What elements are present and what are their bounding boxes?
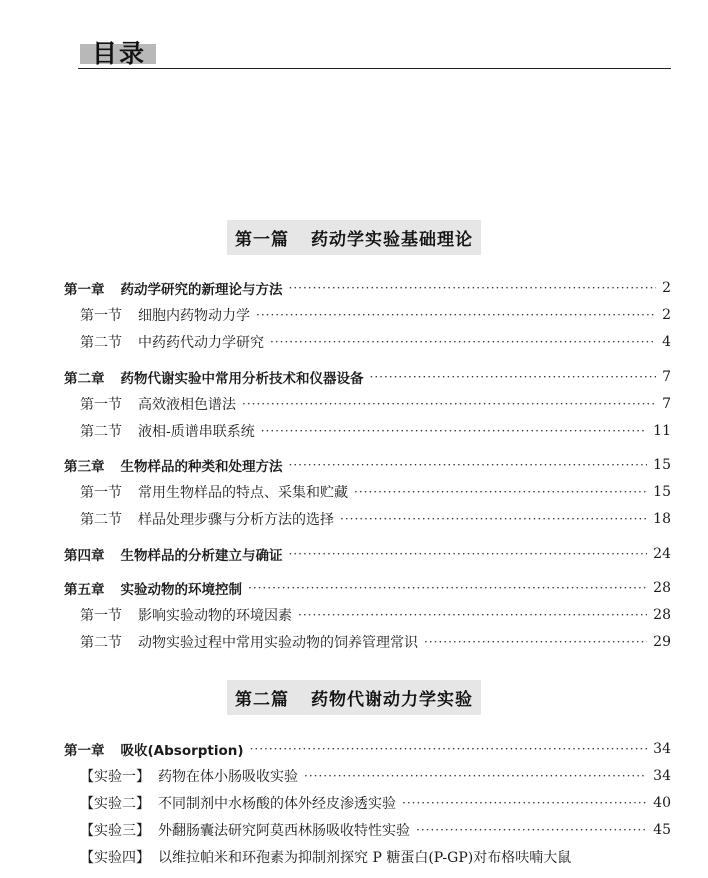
header-rule bbox=[78, 68, 671, 69]
leader-dots bbox=[248, 581, 647, 595]
entry-number: 第五章 bbox=[64, 582, 105, 598]
entry-number: 第一章 bbox=[64, 743, 105, 759]
entry-title: 不同制剂中水杨酸的体外经皮渗透实验 bbox=[158, 796, 396, 812]
page-number: 15 bbox=[653, 457, 671, 473]
entry-number: 第四章 bbox=[64, 548, 105, 564]
part-label: 第一篇 bbox=[235, 230, 289, 250]
page-number: 7 bbox=[662, 369, 671, 385]
entry-title: 生物样品的分析建立与确证 bbox=[120, 548, 283, 564]
toc-entry-section[interactable] bbox=[80, 481, 671, 503]
toc-entry-chapter[interactable] bbox=[64, 577, 671, 599]
entry-number: 第一章 bbox=[64, 282, 105, 298]
toc-entry-section[interactable] bbox=[80, 604, 671, 626]
leader-dots bbox=[416, 823, 647, 837]
page-number: 45 bbox=[653, 822, 671, 838]
leader-dots bbox=[289, 281, 657, 295]
entry-title: 影响实验动物的环境因素 bbox=[138, 608, 292, 624]
entry-title: 高效液相色谱法 bbox=[138, 397, 236, 413]
page-number: 40 bbox=[653, 795, 671, 811]
page-number: 34 bbox=[653, 741, 671, 757]
entry-title: 药物代谢实验中常用分析技术和仪器设备 bbox=[120, 371, 364, 387]
toc-entry-section[interactable] bbox=[80, 331, 671, 353]
leader-dots bbox=[250, 742, 648, 756]
page-number: 29 bbox=[653, 634, 671, 650]
leader-dots bbox=[340, 512, 647, 526]
toc-entry-section[interactable] bbox=[80, 304, 671, 326]
toc-entry-experiment[interactable] bbox=[80, 819, 671, 841]
leader-dots bbox=[270, 335, 656, 349]
part-heading-box bbox=[227, 220, 481, 255]
entry-number: 【实验二】 bbox=[80, 796, 150, 812]
page-number: 11 bbox=[653, 423, 671, 439]
leader-dots bbox=[289, 547, 648, 561]
page-number: 2 bbox=[662, 307, 671, 323]
leader-dots bbox=[256, 308, 656, 322]
entry-title: 细胞内药物动力学 bbox=[138, 308, 250, 324]
entry-number: 第二章 bbox=[64, 371, 105, 387]
page-title: 目录 bbox=[92, 39, 147, 68]
entry-title: 动物实验过程中常用实验动物的饲养管理常识 bbox=[138, 635, 418, 651]
page-number: 2 bbox=[662, 280, 671, 296]
entry-number: 第二节 bbox=[80, 635, 122, 651]
leader-dots bbox=[424, 635, 647, 649]
toc-entry-chapter[interactable] bbox=[64, 738, 671, 760]
entry-title: 药物在体小肠吸收实验 bbox=[158, 769, 298, 785]
toc-entry-experiment[interactable] bbox=[80, 765, 671, 787]
toc-entry-experiment[interactable] bbox=[80, 846, 671, 868]
entry-title: 外翻肠囊法研究阿莫西林肠吸收特性实验 bbox=[158, 823, 410, 839]
toc-entry-chapter[interactable] bbox=[64, 454, 671, 476]
page-number: 28 bbox=[653, 607, 671, 623]
entry-title: 以维拉帕米和环孢素为抑制剂探究 P 糖蛋白(P-GP)对布格呋喃大鼠 bbox=[158, 850, 572, 866]
entry-title: 吸收(Absorption) bbox=[120, 743, 244, 759]
entry-title: 中药药代动力学研究 bbox=[138, 335, 264, 351]
leader-dots bbox=[402, 796, 647, 810]
leader-dots bbox=[289, 458, 648, 472]
entry-title: 液相-质谱串联系统 bbox=[138, 424, 255, 440]
page-number: 4 bbox=[662, 334, 671, 350]
page-header bbox=[78, 32, 671, 72]
leader-dots bbox=[370, 370, 657, 384]
entry-number: 第一节 bbox=[80, 308, 122, 324]
leader-dots bbox=[242, 397, 656, 411]
entry-number: 第三章 bbox=[64, 459, 105, 475]
toc-entry-section[interactable] bbox=[80, 393, 671, 415]
page-number: 34 bbox=[653, 768, 671, 784]
part-name: 药物代谢动力学实验 bbox=[311, 690, 473, 710]
page-number: 7 bbox=[662, 396, 671, 412]
part-label: 第二篇 bbox=[235, 690, 289, 710]
entry-number: 【实验一】 bbox=[80, 769, 150, 785]
page-number: 15 bbox=[653, 484, 671, 500]
part-heading-1 bbox=[0, 220, 708, 255]
toc-entry-chapter[interactable] bbox=[64, 277, 671, 299]
toc-entry-section[interactable] bbox=[80, 508, 671, 530]
part-heading-2 bbox=[0, 680, 708, 715]
page-number: 28 bbox=[653, 580, 671, 596]
part-heading-box bbox=[227, 680, 481, 715]
toc-entry-chapter[interactable] bbox=[64, 366, 671, 388]
entry-number: 第二节 bbox=[80, 512, 122, 528]
leader-dots bbox=[261, 424, 647, 438]
page-number: 24 bbox=[653, 546, 671, 562]
part-name: 药动学实验基础理论 bbox=[311, 230, 473, 250]
entry-title: 样品处理步骤与分析方法的选择 bbox=[138, 512, 334, 528]
leader-dots bbox=[298, 608, 647, 622]
leader-dots bbox=[354, 485, 647, 499]
toc-entry-chapter[interactable] bbox=[64, 543, 671, 565]
entry-number: 第二节 bbox=[80, 335, 122, 351]
entry-number: 第一节 bbox=[80, 397, 122, 413]
entry-title: 实验动物的环境控制 bbox=[120, 582, 242, 598]
toc-entry-section[interactable] bbox=[80, 631, 671, 653]
entry-number: 第一节 bbox=[80, 608, 122, 624]
entry-number: 第一节 bbox=[80, 485, 122, 501]
entry-number: 【实验三】 bbox=[80, 823, 150, 839]
page-number: 18 bbox=[653, 511, 671, 527]
toc-entry-section[interactable] bbox=[80, 420, 671, 442]
entry-number: 【实验四】 bbox=[80, 850, 150, 866]
toc-entry-experiment[interactable] bbox=[80, 792, 671, 814]
entry-title: 药动学研究的新理论与方法 bbox=[120, 282, 283, 298]
entry-title: 生物样品的种类和处理方法 bbox=[120, 459, 283, 475]
entry-number: 第二节 bbox=[80, 424, 122, 440]
leader-dots bbox=[304, 769, 647, 783]
entry-title: 常用生物样品的特点、采集和贮藏 bbox=[138, 485, 348, 501]
